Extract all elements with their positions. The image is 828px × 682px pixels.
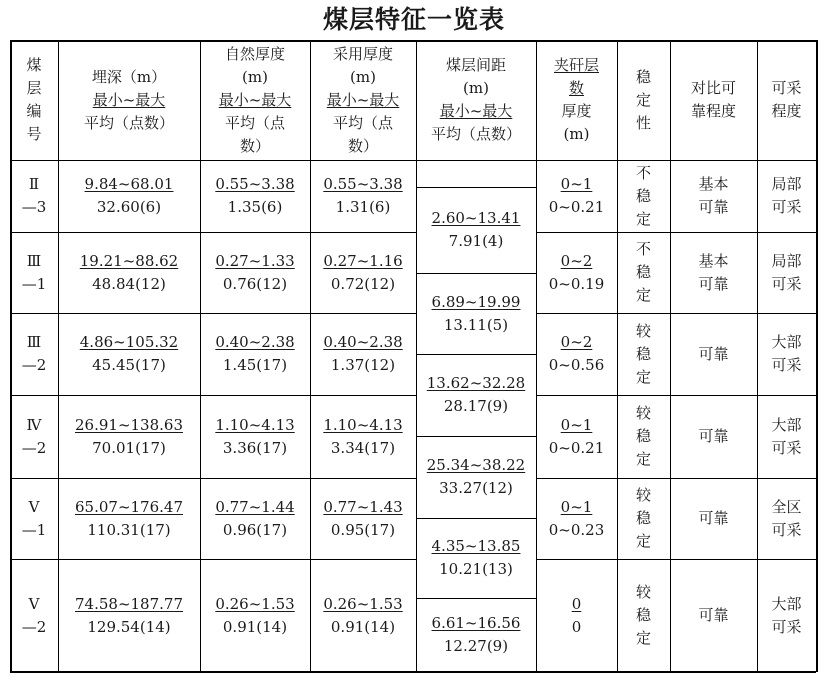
depth-average: 45.45(17): [92, 356, 166, 374]
mined-thickness-range: 0.26~1.53: [323, 594, 403, 613]
minable-text: 可采: [771, 356, 802, 374]
natural-thickness-average: 0.91(14): [222, 617, 288, 636]
parting-thickness: 0: [571, 617, 582, 636]
minable-cell: [757, 232, 816, 313]
stability-text: 稳: [635, 509, 651, 527]
natural-thickness-range: 0.27~1.33: [215, 251, 295, 270]
seam-spacing-cell: [416, 598, 536, 672]
seam-id-text: —1: [21, 274, 47, 293]
header-text: 数）: [239, 136, 270, 155]
natural-thickness-cell: [200, 559, 310, 672]
header-text: 最小~最大: [92, 90, 166, 109]
header-text: 数: [568, 79, 584, 97]
parting-cell: [536, 313, 617, 395]
mined-thickness-range: 1.10~4.13: [323, 415, 403, 434]
stability-text: 定: [635, 450, 651, 468]
header-text: 最小~最大: [439, 102, 513, 120]
depth-range: 65.07~176.47: [75, 497, 183, 516]
parting-count: 0~2: [560, 333, 593, 351]
seam-id-text: Ⅴ: [28, 497, 40, 516]
header-text: 平均（点: [332, 113, 393, 132]
depth-cell: [58, 478, 200, 559]
depth-range: 4.86~105.32: [79, 333, 179, 351]
header-text: (m): [563, 125, 590, 143]
stability-text: 定: [635, 209, 651, 228]
header-text: 煤: [26, 56, 42, 74]
header-text: 最小~最大: [326, 90, 400, 109]
natural-thickness-average: 1.45(17): [222, 356, 288, 374]
stability-text: 定: [635, 629, 651, 647]
natural-thickness-cell: [200, 160, 310, 232]
seam-id-text: —1: [21, 520, 47, 539]
header-mined-thickness: [310, 40, 416, 160]
header-parting: [536, 40, 617, 160]
seam-id-text: —2: [21, 438, 47, 457]
seam-spacing-cell: [416, 436, 536, 518]
parting-thickness: 0~0.19: [548, 274, 605, 293]
seam-id-text: Ⅲ: [26, 333, 42, 351]
depth-range: 74.58~187.77: [75, 594, 183, 613]
spacing-range: 6.89~19.99: [431, 292, 521, 311]
natural-thickness-range: 0.40~2.38: [215, 333, 295, 351]
stability-text: 稳: [635, 606, 651, 624]
mined-thickness-cell: [310, 395, 416, 478]
seam-id-cell: [10, 478, 58, 559]
natural-thickness-cell: [200, 232, 310, 313]
depth-range: 26.91~138.63: [75, 415, 183, 434]
header-text: 对比可: [690, 79, 736, 97]
seam-spacing-cell: [416, 273, 536, 354]
reliability-text: 可靠: [698, 427, 729, 445]
stability-text: 较: [635, 321, 651, 340]
minable-text: 可采: [771, 520, 802, 539]
depth-cell: [58, 232, 200, 313]
minable-cell: [757, 559, 816, 672]
spacing-average: 7.91(4): [448, 232, 504, 250]
reliability-text: 可靠: [698, 606, 729, 624]
stability-text: 稳: [635, 344, 651, 363]
mined-thickness-range: 0.27~1.16: [323, 251, 403, 270]
header-text: 埋深（m）: [91, 67, 167, 86]
reliability-cell: [670, 478, 757, 559]
minable-text: 可采: [771, 274, 802, 293]
header-natural-thickness: [200, 40, 310, 160]
mined-thickness-cell: [310, 313, 416, 395]
stability-text: 定: [635, 286, 651, 304]
spacing-range: 2.60~13.41: [431, 209, 521, 227]
mined-thickness-cell: [310, 478, 416, 559]
mined-thickness-cell: [310, 559, 416, 672]
stability-text: 稳: [635, 186, 651, 205]
header-text: 最小~最大: [218, 90, 292, 109]
reliability-text: 可靠: [698, 509, 729, 527]
header-seam-spacing: [416, 40, 536, 160]
mined-thickness-average: 1.31(6): [335, 198, 391, 216]
mined-thickness-range: 0.55~3.38: [323, 175, 403, 193]
stability-cell: [617, 160, 670, 232]
reliability-cell: [670, 232, 757, 313]
header-text: 稳: [635, 67, 651, 86]
seam-id-cell: [10, 559, 58, 672]
parting-cell: [536, 232, 617, 313]
natural-thickness-range: 1.10~4.13: [215, 415, 295, 434]
depth-range: 19.21~88.62: [79, 251, 179, 270]
header-minable: [757, 40, 816, 160]
depth-average: 110.31(17): [87, 520, 171, 539]
parting-count: 0~1: [560, 415, 593, 434]
spacing-range: 13.62~32.28: [426, 374, 526, 392]
depth-average: 70.01(17): [92, 438, 166, 457]
stability-cell: [617, 478, 670, 559]
seam-id-text: —2: [21, 356, 47, 374]
minable-cell: [757, 478, 816, 559]
mined-thickness-average: 0.72(12): [330, 274, 396, 293]
minable-text: 可采: [771, 617, 802, 636]
reliability-text: 可靠: [698, 344, 729, 363]
natural-thickness-range: 0.55~3.38: [215, 175, 295, 193]
header-text: 性: [635, 113, 651, 132]
reliability-cell: [670, 313, 757, 395]
natural-thickness-average: 1.35(6): [227, 198, 283, 216]
header-text: (m): [463, 79, 489, 97]
natural-thickness-average: 0.76(12): [222, 274, 288, 293]
depth-average: 48.84(12): [92, 274, 166, 293]
header-text: 定: [635, 90, 651, 109]
stability-cell: [617, 232, 670, 313]
header-text: 平均（点: [224, 113, 285, 132]
spacing-average: 28.17(9): [443, 397, 509, 415]
spacing-average: 12.27(9): [443, 637, 509, 655]
seam-id-text: Ⅳ: [26, 415, 42, 434]
depth-cell: [58, 559, 200, 672]
seam-id-text: Ⅴ: [28, 594, 40, 613]
stability-text: 定: [635, 367, 651, 386]
header-text: 采用厚度: [332, 44, 393, 63]
mined-thickness-cell: [310, 160, 416, 232]
depth-average: 32.60(6): [96, 198, 162, 216]
header-reliability: [670, 40, 757, 160]
minable-text: 全区: [771, 497, 802, 516]
stability-text: 稳: [635, 263, 651, 281]
depth-average: 129.54(14): [87, 617, 171, 636]
header-stability: [617, 40, 670, 160]
minable-text: 局部: [771, 175, 802, 193]
reliability-cell: [670, 160, 757, 232]
stability-text: 不: [635, 240, 651, 258]
reliability-text: 可靠: [698, 274, 729, 293]
seam-id-cell: [10, 160, 58, 232]
parting-thickness: 0~0.56: [548, 356, 605, 374]
header-text: (m): [350, 67, 376, 86]
mined-thickness-average: 3.34(17): [330, 438, 396, 457]
stability-text: 较: [635, 486, 651, 504]
natural-thickness-average: 0.96(17): [222, 520, 288, 539]
stability-cell: [617, 313, 670, 395]
spacing-range: 25.34~38.22: [426, 456, 526, 474]
seam-id-cell: [10, 313, 58, 395]
header-text: 夹矸层: [553, 56, 599, 74]
natural-thickness-range: 0.77~1.44: [215, 497, 295, 516]
seam-id-text: Ⅱ: [28, 175, 40, 193]
parting-cell: [536, 395, 617, 478]
spacing-range: 4.35~13.85: [431, 537, 521, 555]
header-text: 数）: [347, 136, 378, 155]
mined-thickness-average: 1.37(12): [330, 356, 396, 374]
header-text: 程度: [771, 102, 802, 120]
reliability-text: 基本: [698, 251, 729, 270]
natural-thickness-range: 0.26~1.53: [215, 594, 295, 613]
header-depth: [58, 40, 200, 160]
spacing-range: 6.61~16.56: [431, 614, 521, 632]
stability-text: 不: [635, 163, 651, 182]
header-seam-no: [10, 40, 58, 160]
header-text: 靠程度: [690, 102, 736, 120]
parting-cell: [536, 160, 617, 232]
natural-thickness-cell: [200, 478, 310, 559]
depth-range: 9.84~68.01: [84, 175, 174, 193]
depth-cell: [58, 313, 200, 395]
column-line: [816, 40, 818, 672]
stability-text: 较: [635, 583, 651, 601]
header-text: (m): [242, 67, 268, 86]
stability-text: 较: [635, 404, 651, 422]
mined-thickness-range: 0.40~2.38: [323, 333, 403, 351]
parting-cell: [536, 559, 617, 672]
minable-cell: [757, 160, 816, 232]
header-text: 平均（点数）: [430, 125, 521, 143]
mined-thickness-range: 0.77~1.43: [323, 497, 403, 516]
mined-thickness-average: 0.95(17): [330, 520, 396, 539]
reliability-text: 可靠: [698, 198, 729, 216]
minable-text: 大部: [771, 594, 802, 613]
stability-cell: [617, 559, 670, 672]
reliability-cell: [670, 559, 757, 672]
natural-thickness-cell: [200, 395, 310, 478]
header-text: 可采: [771, 79, 802, 97]
seam-id-text: —2: [21, 617, 47, 636]
minable-text: 大部: [771, 333, 802, 351]
parting-cell: [536, 478, 617, 559]
minable-cell: [757, 395, 816, 478]
seam-id-cell: [10, 395, 58, 478]
mined-thickness-cell: [310, 232, 416, 313]
parting-thickness: 0~0.23: [548, 520, 605, 539]
seam-id-text: Ⅲ: [26, 251, 42, 270]
seam-spacing-cell: [416, 187, 536, 273]
seam-id-cell: [10, 232, 58, 313]
stability-text: 稳: [635, 427, 651, 445]
mined-thickness-average: 0.91(14): [330, 617, 396, 636]
spacing-average: 10.21(13): [439, 560, 513, 578]
parting-thickness: 0~0.21: [548, 438, 605, 457]
header-text: 号: [26, 125, 42, 143]
header-text: 煤层间距: [445, 56, 506, 74]
minable-text: 可采: [771, 198, 802, 216]
minable-text: 可采: [771, 438, 802, 457]
seam-spacing-cell: [416, 354, 536, 436]
reliability-text: 基本: [698, 175, 729, 193]
seam-id-text: —3: [21, 198, 47, 216]
header-text: 自然厚度: [224, 44, 285, 63]
parting-thickness: 0~0.21: [548, 198, 605, 216]
header-text: 编: [26, 102, 42, 120]
stability-text: 定: [635, 532, 651, 550]
depth-cell: [58, 395, 200, 478]
parting-count: 0~2: [560, 251, 593, 270]
reliability-cell: [670, 395, 757, 478]
minable-text: 局部: [771, 251, 802, 270]
seam-spacing-cell: [416, 518, 536, 598]
spacing-average: 13.11(5): [443, 315, 509, 334]
header-text: 层: [26, 79, 42, 97]
parting-count: 0~1: [560, 175, 593, 193]
parting-count: 0~1: [560, 497, 593, 516]
spacing-average: 33.27(12): [439, 479, 513, 497]
stability-cell: [617, 395, 670, 478]
depth-cell: [58, 160, 200, 232]
natural-thickness-average: 3.36(17): [222, 438, 288, 457]
table-title: 煤层特征一览表: [322, 5, 505, 34]
parting-count: 0: [571, 594, 582, 613]
minable-text: 大部: [771, 415, 802, 434]
header-text: 平均（点数）: [83, 113, 174, 132]
header-text: 厚度: [561, 102, 592, 120]
minable-cell: [757, 313, 816, 395]
natural-thickness-cell: [200, 313, 310, 395]
